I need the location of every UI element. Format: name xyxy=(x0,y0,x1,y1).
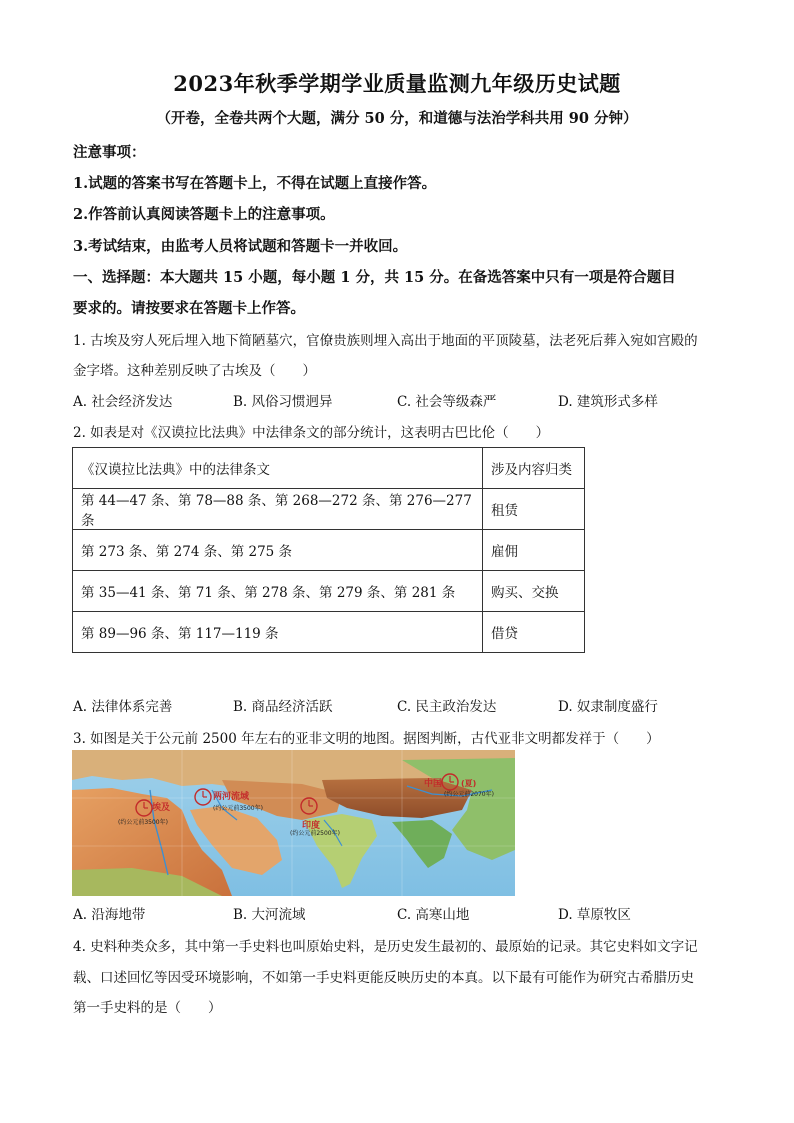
section-heading-cont: 要求的。请按要求在答题卡上作答。 xyxy=(73,300,305,317)
table-header-row xyxy=(73,448,585,489)
table-header-cell: 《汉谟拉比法典》中的法律条文 xyxy=(73,448,483,489)
table-row xyxy=(73,612,585,653)
map-label-egypt: 埃及 xyxy=(152,803,171,813)
question-2-option-b[interactable]: B. 商品经济活跃 xyxy=(233,699,333,715)
question-4-text: 载、口述回忆等因受环境影响，不如第一手史料更能反映历史的本真。以下最有可能作为研究古希腊历史 xyxy=(73,970,694,986)
table-header-cell: 涉及内容归类 xyxy=(483,448,585,489)
map-label-india-date: (约公元前2500年) xyxy=(290,830,340,837)
question-2-option-d[interactable]: D. 奴隶制度盛行 xyxy=(558,699,658,715)
exam-title: 2023年秋季学期学业质量监测九年级历史试题 xyxy=(173,71,621,96)
map-label-india: 印度 xyxy=(302,821,321,831)
question-1-option-a[interactable]: A. 社会经济发达 xyxy=(73,394,173,410)
question-3-text: 3. 如图是关于公元前 2500 年左右的亚非文明的地图。据图判断，古代亚非文明都发祥于（ ） xyxy=(73,731,660,747)
map-label-china-tag: (夏) xyxy=(461,779,477,788)
asia-africa-civilization-map xyxy=(72,750,515,896)
table-cell: 租赁 xyxy=(483,489,585,530)
table-cell: 第 44—47 条、第 78—88 条、第 268—272 条、第 276—277 条 xyxy=(73,489,483,530)
question-1-text: 1. 古埃及穷人死后埋入地下简陋墓穴，官僚贵族则埋入高出于地面的平顶陵墓，法老死后葬入宛如宫殿的 xyxy=(73,333,698,349)
question-1-option-b[interactable]: B. 风俗习惯迥异 xyxy=(233,394,333,410)
question-4-text: 4. 史料种类众多，其中第一手史料也叫原始史料，是历史发生最初的、最原始的记录。其它史料如文字记 xyxy=(73,939,698,955)
table-cell: 购买、交换 xyxy=(483,571,585,612)
question-4-text: 第一手史料的是（ ） xyxy=(73,1000,222,1016)
notice-item: 1.试题的答案书写在答题卡上，不得在试题上直接作答。 xyxy=(73,175,437,192)
map-label-mesopotamia: 两河流域 xyxy=(213,792,250,802)
question-1-text: 金字塔。这种差别反映了古埃及（ ） xyxy=(73,363,316,379)
question-2-option-c[interactable]: C. 民主政治发达 xyxy=(397,699,497,715)
map-label-china-date: (约公元前2070年) xyxy=(444,791,494,798)
table-row xyxy=(73,571,585,612)
question-3-option-d[interactable]: D. 草原牧区 xyxy=(558,907,631,923)
question-2-option-a[interactable]: A. 法律体系完善 xyxy=(73,699,173,715)
map-label-egypt-date: (约公元前3500年) xyxy=(118,819,168,826)
table-cell: 第 35—41 条、第 71 条、第 278 条、第 279 条、第 281 条 xyxy=(73,571,483,612)
table-cell: 雇佣 xyxy=(483,530,585,571)
table-row xyxy=(73,489,585,530)
table-row xyxy=(73,530,585,571)
table-cell: 借贷 xyxy=(483,612,585,653)
section-heading: 一、选择题：本大题共 15 小题，每小题 1 分，共 15 分。在备选答案中只有一项是符合题目 xyxy=(73,269,676,286)
question-1-option-c[interactable]: C. 社会等级森严 xyxy=(397,394,497,410)
notice-item: 3.考试结束，由监考人员将试题和答题卡一并收回。 xyxy=(73,238,408,255)
map-label-china: 中国 xyxy=(424,779,443,789)
question-3-option-c[interactable]: C. 高寒山地 xyxy=(397,907,470,923)
map-label-mesopotamia-date: (约公元前3500年) xyxy=(213,805,263,812)
question-3-option-b[interactable]: B. 大河流域 xyxy=(233,907,306,923)
table-cell: 第 273 条、第 274 条、第 275 条 xyxy=(73,530,483,571)
question-2-text: 2. 如表是对《汉谟拉比法典》中法律条文的部分统计，这表明古巴比伦（ ） xyxy=(73,425,550,441)
question-3-option-a[interactable]: A. 沿海地带 xyxy=(73,907,146,923)
law-table xyxy=(72,447,585,653)
question-1-option-d[interactable]: D. 建筑形式多样 xyxy=(558,394,658,410)
notice-heading: 注意事项： xyxy=(73,144,146,161)
notice-item: 2.作答前认真阅读答题卡上的注意事项。 xyxy=(73,206,335,223)
table-cell: 第 89—96 条、第 117—119 条 xyxy=(73,612,483,653)
exam-subtitle: （开卷，全卷共两个大题，满分 50 分，和道德与法治学科共用 90 分钟） xyxy=(156,110,638,127)
